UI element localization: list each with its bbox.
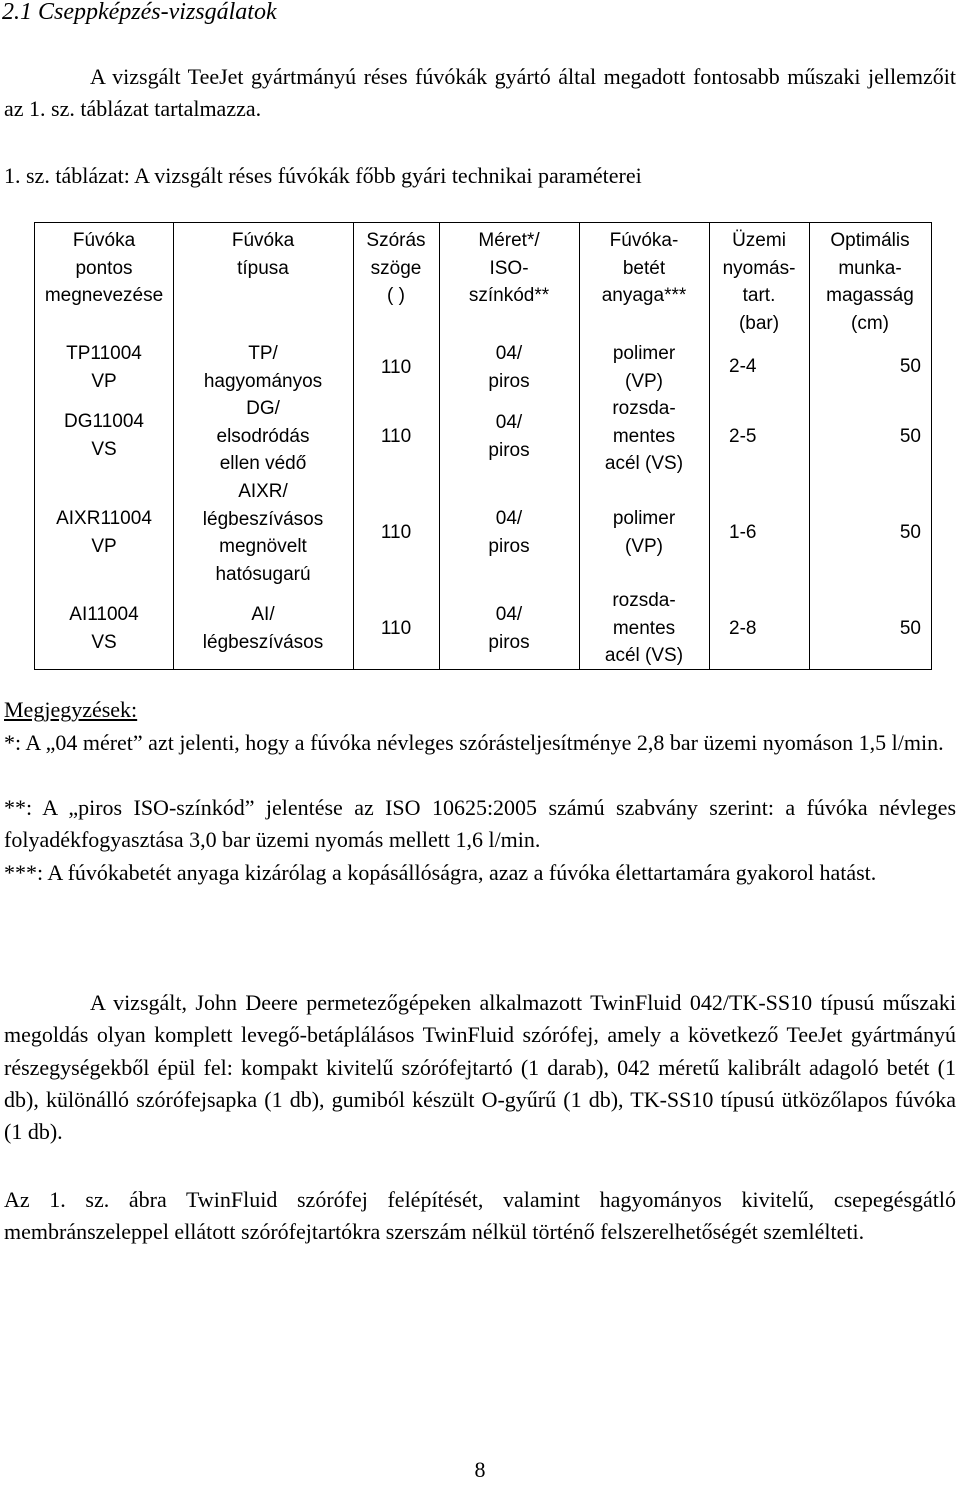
cell-line: acél (VS): [604, 645, 684, 666]
cell-line: DG11004: [64, 411, 144, 432]
pressure-height-cell: [729, 519, 921, 547]
section-heading: 2.1 Cseppképzés-vizsgálatok: [2, 0, 277, 25]
nozzle-name-cell: [35, 601, 173, 656]
header-line: munka-: [838, 257, 902, 279]
header-line: ( ): [387, 285, 405, 306]
cell-line: ellen védő: [219, 453, 307, 474]
header-line: típusa: [237, 257, 289, 279]
size-color-cell: [439, 409, 579, 464]
cell-line: mentes: [612, 425, 676, 447]
header-line: nyomás-: [722, 257, 796, 279]
material-cell: [579, 395, 709, 478]
intro-paragraph: A vizsgált TeeJet gyártmányú réses fúvókák gyártó által megadott fontosabb műszaki jellemzőit az 1. sz. táblázat tartalmazza.: [4, 64, 956, 121]
header-line: betét: [622, 257, 666, 279]
cell-line: AIXR11004: [56, 508, 152, 529]
header-nozzle-type: [173, 227, 353, 282]
pressure-value: 2-4: [729, 356, 757, 377]
cell-line: piros: [488, 631, 530, 653]
cell-line: légbeszívásos: [202, 508, 324, 530]
pressure-height-cell: [729, 353, 921, 381]
header-line: magasság: [826, 285, 914, 306]
header-line: (cm): [851, 312, 889, 334]
size-color-cell: [439, 601, 579, 656]
header-insert-material: [579, 227, 709, 310]
header-line: Fúvóka: [231, 230, 295, 251]
header-line: Szórás: [366, 230, 426, 251]
header-line: Méret*/: [478, 230, 540, 251]
cell-line: AIXR/: [238, 481, 288, 502]
cell-line: AI/: [251, 604, 275, 625]
page-number: 8: [474, 1457, 486, 1482]
nozzle-type-cell: [173, 395, 353, 478]
header-line: anyaga***: [601, 285, 687, 306]
cell-line: acél (VS): [604, 453, 684, 474]
pressure-value: 2-8: [729, 618, 757, 639]
header-nozzle-name: [35, 227, 173, 310]
nozzle-name-cell: [35, 505, 173, 560]
figure-reference-paragraph: Az 1. sz. ábra TwinFluid szórófej felépítését, valamint hagyományos kivitelű, csepegésgátló membránszeleppel ellátott szórófejtartókra szerszám nélkül történő felszerelhetőségét szemlélteti.: [4, 1187, 956, 1245]
cell-line: VP: [91, 370, 117, 392]
cell-line: 04/: [495, 412, 523, 433]
nozzle-name-cell: [35, 408, 173, 463]
cell-line: piros: [488, 370, 530, 392]
pressure-value: 2-5: [729, 426, 757, 447]
header-line: Fúvóka: [72, 230, 136, 251]
header-line: Optimális: [830, 230, 910, 251]
cell-line: AI11004: [69, 604, 139, 625]
header-line: (bar): [738, 312, 780, 334]
table-caption: 1. sz. táblázat: A vizsgált réses fúvókák főbb gyári technikai paraméterei: [4, 163, 642, 188]
cell-line: mentes: [612, 617, 676, 639]
header-size-color: [439, 227, 579, 310]
spray-angle-cell: 110: [380, 426, 412, 447]
note-color-code: **: A „piros ISO-színkód” jelentése az ISO 10625:2005 számú szabvány szerint: a fúvóka névleges folyadékfogyasztása 3,0 bar üzemi nyomás mellett 1,6 l/min.: [4, 795, 956, 852]
material-cell: [579, 505, 709, 560]
height-value: 50: [899, 356, 921, 377]
header-line: pontos: [75, 257, 133, 279]
cell-line: elsodródás: [216, 425, 310, 447]
cell-line: 04/: [495, 343, 523, 364]
cell-line: 04/: [495, 604, 523, 625]
cell-line: 04/: [495, 508, 523, 529]
size-color-cell: [439, 340, 579, 395]
height-value: 50: [899, 522, 921, 543]
header-line: színkód**: [468, 285, 550, 306]
size-color-cell: [439, 505, 579, 560]
header-line: ISO-: [489, 257, 529, 279]
cell-line: VP: [91, 535, 117, 557]
cell-line: légbeszívásos: [202, 631, 324, 653]
nozzle-parameters-table: [34, 222, 932, 670]
pressure-height-cell: [729, 615, 921, 643]
cell-line: piros: [488, 535, 530, 557]
note-size: *: A „04 méret” azt jelenti, hogy a fúvóka névleges szórásteljesítménye 2,8 bar üzemi nyomáson 1,5 l/min.: [4, 730, 944, 755]
cell-line: piros: [488, 439, 530, 461]
nozzle-type-cell: [173, 340, 353, 395]
cell-line: TP/: [248, 343, 278, 364]
material-cell: [579, 587, 709, 670]
cell-line: hagyományos: [203, 370, 323, 392]
cell-line: DG/: [246, 398, 280, 419]
height-value: 50: [899, 618, 921, 639]
spray-angle-cell: 110: [380, 618, 412, 639]
header-working-height: [809, 227, 931, 337]
cell-line: rozsda-: [612, 590, 676, 611]
header-line: Fúvóka-: [609, 230, 679, 251]
cell-line: VS: [91, 631, 117, 653]
header-spray-angle: [353, 227, 439, 310]
header-line: megnevezése: [44, 285, 164, 306]
note-material: ***: A fúvókabetét anyaga kizárólag a kopásállóságra, azaz a fúvóka élettartamára gyakorol hatást.: [4, 860, 877, 885]
pressure-height-cell: [729, 423, 921, 451]
cell-line: (VP): [625, 370, 663, 392]
nozzle-name-cell: [35, 340, 173, 395]
spray-angle-cell: 110: [380, 522, 412, 543]
header-line: Üzemi: [732, 230, 786, 251]
height-value: 50: [899, 426, 921, 447]
cell-line: megnövelt: [219, 536, 307, 557]
cell-line: rozsda-: [612, 398, 676, 419]
cell-line: polimer: [612, 508, 676, 529]
cell-line: polimer: [612, 343, 676, 364]
notes-title: Megjegyzések:: [4, 697, 138, 722]
material-cell: [579, 340, 709, 395]
cell-line: (VP): [625, 535, 663, 557]
nozzle-type-cell: [173, 601, 353, 656]
cell-line: hatósugarú: [215, 563, 311, 585]
spray-angle-cell: 110: [380, 357, 412, 378]
pressure-value: 1-6: [729, 522, 757, 543]
cell-line: VS: [91, 438, 117, 460]
header-line: tart.: [742, 285, 776, 306]
nozzle-type-cell: [173, 478, 353, 588]
header-line: szöge: [370, 257, 422, 279]
twinfluid-paragraph: A vizsgált, John Deere permetezőgépeken alkalmazott TwinFluid 042/TK-SS10 típusú műszaki megoldás olyan komplett levegő-betáplálásos TwinFluid szórófej, amely a következő TeeJet gyártmányú részegységekből épül fel: kompakt kivitelű szórófejtartó (1 darab), 042 méretű kalibrált adagoló betét (1 db), különálló szórófejsapka (1 db), gumiból készült O-gyűrű (1 db), TK-SS10 típusú ütközőlapos fúvóka (1 db).: [4, 990, 956, 1145]
cell-line: TP11004: [66, 343, 142, 364]
header-pressure-range: [709, 227, 809, 337]
